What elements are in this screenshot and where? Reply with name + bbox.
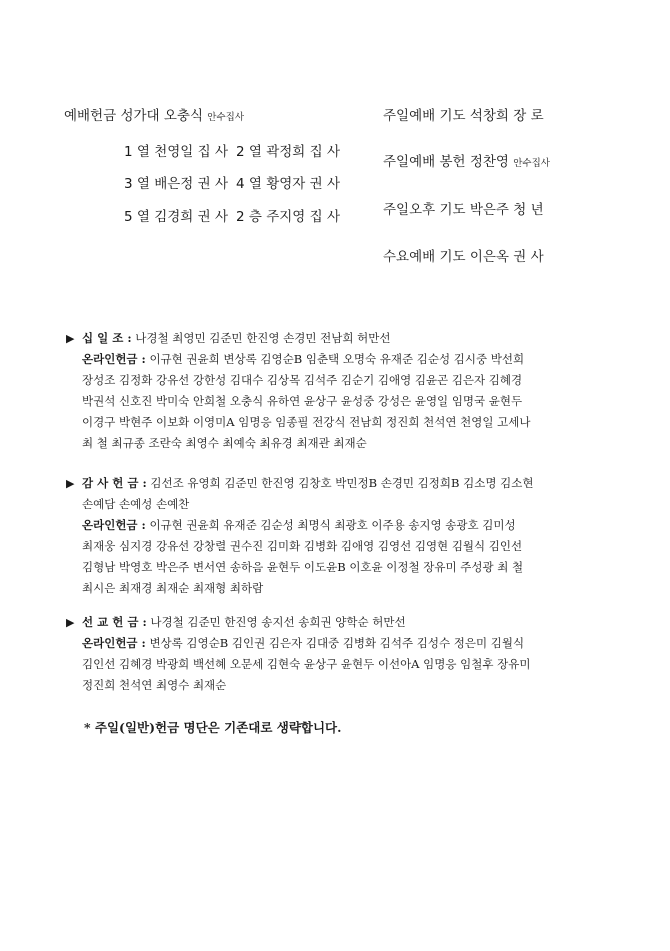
offering-group-4: 4 열 황영자 권 사 [236, 176, 340, 192]
tithe-online-names: 최 철 최규종 조란숙 최영수 최예숙 최유경 최재관 최재순 [82, 436, 367, 450]
thanks-header-line [66, 473, 533, 494]
thanks-online-names: 김형남 박영호 박은주 변서연 송하음 윤현두 이도윤B 이호윤 이정철 장유미 주성광 최 철 [82, 560, 524, 574]
prayer-role-wednesday: 수요예배 기도 이은옥 권 사 [383, 249, 544, 265]
tithe-online-names: 이규현 권윤희 변상록 김영순B 임춘택 오명숙 유재준 김순성 김시중 박선희 [149, 352, 525, 366]
thanks-names: 김선조 유영희 김준민 한진영 김창호 박민정B 손경민 김정희B 김소명 김소현 [150, 476, 534, 490]
offering-group-6: 2 층 주지영 집 사 [236, 209, 340, 225]
tithe-online-line [66, 349, 530, 370]
mission-header-line [66, 612, 530, 633]
tithe-online-names: 박권석 신호진 박미숙 안희철 오충식 유하연 윤상구 윤성중 강성은 윤영일 임명국 윤현두 [82, 394, 523, 408]
thanks-label: 감 사 헌 금 : [82, 476, 147, 490]
mission-online-label: 온라인헌금 : [82, 636, 146, 650]
thanks-online-names: 최시은 최재경 최재순 최재형 최하람 [82, 581, 264, 595]
offering-leader-name: 오충식 [163, 108, 203, 124]
footnote: * 주일(일반)헌금 명단은 기존대로 생략합니다. [84, 720, 342, 735]
tithe-section [66, 328, 530, 454]
tithe-online-names: 장성조 김정화 강유선 강한성 김대수 김상목 김석주 김순기 김애영 김윤곤 김은자 김혜경 [82, 373, 523, 387]
offering-leader-role: 안수집사 [207, 112, 245, 123]
triangle-bullet-icon: ▶ [66, 477, 75, 490]
mission-label: 선 교 헌 금 : [82, 615, 147, 629]
prayer-role-sunday-offering-text: 주일예배 봉헌 정찬영 [383, 154, 509, 170]
thanks-section [66, 473, 533, 599]
mission-online-line [66, 633, 530, 654]
tithe-header-line [66, 328, 530, 349]
mission-section [66, 612, 530, 696]
tithe-online-names: 이경구 박현주 이보화 이영미A 임명응 임종필 전강식 전남희 정진희 천석연 천영일 고세나 [82, 415, 531, 429]
mission-online-names: 변상록 김영순B 김인권 김은자 김대중 김병화 김석주 김성수 정은미 김월식 [149, 636, 525, 650]
triangle-bullet-icon: ▶ [66, 332, 75, 345]
thanks-online-names: 최재웅 심지경 강유선 강창렬 권수진 김미화 김병화 김애영 김영선 김영현 김월식 김인선 [82, 539, 523, 553]
tithe-label: 십 일 조 : [82, 331, 132, 345]
offering-group-2: 2 열 곽정희 집 사 [236, 144, 340, 160]
prayer-role-sunday-prayer: 주일예배 기도 석창희 장 로 [383, 108, 544, 124]
offering-group-1: 1 열 천영일 집 사 [124, 144, 228, 160]
offering-leader [64, 104, 244, 124]
tithe-online-label: 온라인헌금 : [82, 352, 146, 366]
prayer-role-sunday-afternoon: 주일오후 기도 박은주 청 년 [383, 202, 544, 218]
mission-names: 나경철 김준민 한진영 송지선 송희권 양학순 허만선 [150, 615, 406, 629]
offering-group-3: 3 열 배은정 권 사 [124, 176, 228, 192]
thanks-names-cont: 손예담 손예성 손예찬 [82, 497, 190, 511]
thanks-online-names: 이규현 권윤희 유재준 김순성 최명식 최광호 이주용 송지영 송광호 김미성 [149, 518, 516, 532]
offering-leader-label: 예배헌금 성가대 [64, 108, 160, 124]
mission-online-names: 김인선 김혜경 박광희 백선혜 오문세 김현숙 윤상구 윤현두 이선아A 임명응 임철후 장유미 [82, 657, 531, 671]
tithe-names: 나경철 최영민 김준민 한진영 손경민 전남희 허만선 [135, 331, 391, 345]
mission-online-names: 정진희 천석연 최영수 최재순 [82, 678, 227, 692]
thanks-online-line [66, 515, 533, 536]
thanks-online-label: 온라인헌금 : [82, 518, 146, 532]
prayer-role-sunday-offering [383, 150, 550, 170]
offering-group-5: 5 열 김경희 권 사 [124, 209, 228, 225]
triangle-bullet-icon: ▶ [66, 616, 75, 629]
prayer-role-sunday-offering-role: 안수집사 [513, 158, 550, 169]
